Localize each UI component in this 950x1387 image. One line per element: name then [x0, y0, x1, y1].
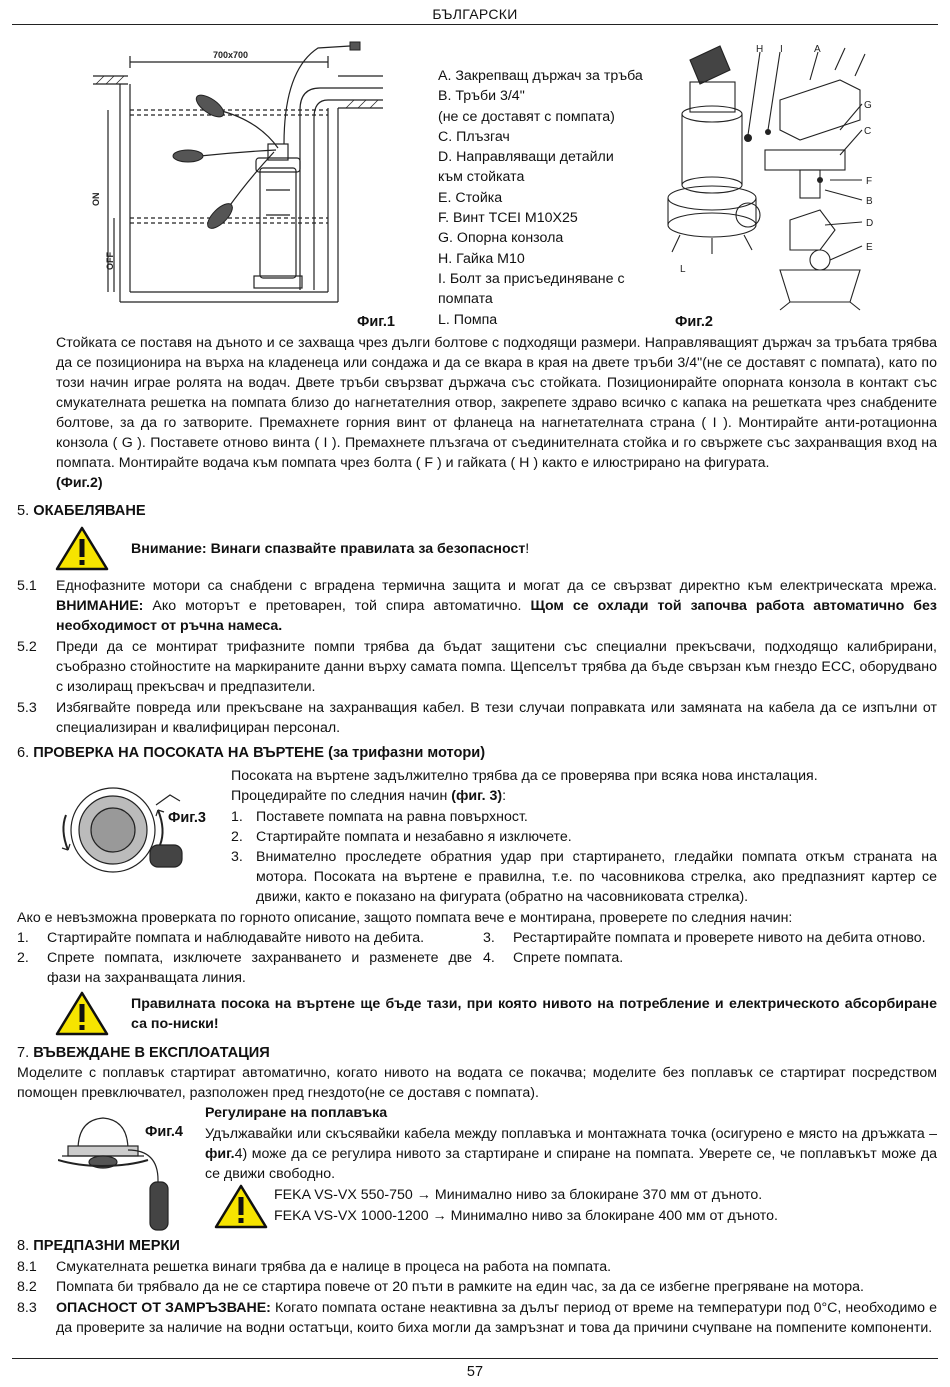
fig1-caption: Фиг.1 — [357, 314, 395, 330]
legend-item: C. Плъзгач — [438, 128, 510, 145]
item-8-3: ОПАСНОСТ ОТ ЗАМРЪЗВАНЕ: Когато помпата остане неактивна за дълъг период от време на температури под 0°C, необходимо е да проверите за наличие на водни остатъци, които биха могли да замръзнат и това да причини счупване на помпените компоненти. — [56, 1300, 937, 1336]
legend-item: I. Болт за присъединяване с — [438, 270, 625, 287]
legend-item: F. Винт TCEI M10X25 — [438, 210, 578, 227]
fig1-on-label: ON — [91, 192, 101, 206]
warning-triangle-icon — [55, 525, 109, 571]
item-5-1: Еднофазните мотори са снабдени с вградена термична защита и могат да се свързват директно към електрическата мрежа. ВНИМАНИЕ: Ако моторът е претоварен, той спира автоматично. Щом се охлади той започва работа автоматично без необходимост от ръчна намеса. — [56, 578, 937, 634]
item-8-2: Помпата би трябвало да не се стартира повече от 20 пъти в рамките на един час, за да се избегне прегряване на мотора. — [56, 1279, 864, 1295]
legend-item: H. Гайка M10 — [438, 250, 525, 267]
rotation-note: Правилната посока на въртене ще бъде тази, при която нивото на потребление и електрическото абсорбиране са по-ниски! — [131, 996, 937, 1032]
item-5-2: Преди да се монтират трифазните помпи трябва да бъдат защитени със специални прекъсвачи, подходящо калибрирани, съобразно стойностите на маркираните данни върху самата помпа. Щепселът трябва да бъде свързан към гнездо ECC, оборудвано с изолиращ прекъсвач и предпазители. — [56, 639, 937, 695]
section-8-title: 8. ПРЕДПАЗНИ МЕРКИ — [17, 1238, 180, 1254]
alt-text: Стартирайте помпата и наблюдавайте нивото на дебита. — [47, 930, 425, 946]
fig2-label: A — [814, 44, 821, 55]
min-level-line: FEKA VS-VX 550-750 → Минимално ниво за блокиране 370 мм от дъното. — [274, 1187, 763, 1203]
fig2-label: C — [864, 126, 872, 137]
float-regulation-text: Удължавайки или скъсявайки кабела между поплавъка и монтажната точка (осигурено е място на дръжката – фиг.4) може да се регулира нивото за стартиране и спиране на помпата. Уверете се, че поплавъкът може да се движи свободно. — [205, 1126, 937, 1182]
fig2-label: H — [756, 44, 764, 55]
step-number: 3. — [231, 849, 243, 865]
fig2-label: B — [866, 196, 873, 207]
legend-item: E. Стойка — [438, 189, 503, 206]
legend-item: L. Помпа — [438, 311, 498, 328]
section-6-intro: Посоката на въртене задължително трябва да се проверява при всяка нова инсталация. — [231, 768, 818, 784]
fig2-label: I — [780, 44, 783, 55]
footer-rule — [12, 1358, 938, 1359]
section-5-warning: Внимание: Винаги спазвайте правилата за безопасност! — [131, 541, 530, 557]
legend-item: A. Закрепващ държач за тръба — [438, 68, 643, 84]
fig1-pit-diagram — [88, 40, 388, 325]
step-number: 2. — [231, 829, 243, 845]
page-number: 57 — [466, 1364, 484, 1380]
item-number: 8.3 — [17, 1300, 37, 1316]
header-rule — [12, 24, 938, 25]
fig2-label: F — [866, 176, 873, 187]
legend-item: B. Тръби 3/4" — [438, 88, 525, 105]
fig3-rotation-diagram — [58, 775, 188, 890]
warning-triangle-icon — [214, 1183, 268, 1229]
legend-item: G. Опорна конзола — [438, 230, 564, 247]
min-level-line: FEKA VS-VX 1000-1200 → Минимално ниво за блокиране 400 мм от дъното. — [274, 1208, 778, 1224]
fig2-label: E — [866, 242, 873, 253]
item-number: 5.3 — [17, 700, 37, 716]
alt-number: 4. — [483, 950, 495, 966]
warning-triangle-icon — [55, 990, 109, 1036]
item-number: 8.1 — [17, 1259, 37, 1275]
alt-text: Спрете помпата, изключете захранването и разменете две фази на захранващата линия. — [47, 950, 472, 986]
alt-text: Рестартирайте помпата и проверете нивото на дебита отново. — [513, 930, 926, 946]
step-text: Стартирайте помпата и незабавно я изключете. — [256, 829, 572, 845]
step-text: Внимателно проследете обратния удар при стартирането, гледайки помпата откъм страната на мотора. Посоката на въртене е правилна, т.е. по часовникова стрелка, ако предпазният картер се движи, както е показано на фигурата (обратно на часовниковата стрелка). — [256, 849, 937, 905]
step-number: 1. — [231, 809, 243, 825]
item-number: 8.2 — [17, 1279, 37, 1295]
fig2-label: G — [864, 100, 872, 111]
fig2-label: D — [866, 218, 874, 229]
fig1-off-label: OFF — [105, 252, 115, 270]
section-6-title: 6. ПРОВЕРКА НА ПОСОКАТА НА ВЪРТЕНЕ (за трифазни мотори) — [17, 745, 486, 761]
alt-number: 2. — [17, 950, 29, 966]
section-7-text: Моделите с поплавък стартират автоматично, когато нивото на водата се покачва; моделите без поплавък се стартират посредством помощен превключвател, разположен пред гнездото(не се доставя с помпата). — [17, 1065, 937, 1101]
item-number: 5.1 — [17, 578, 37, 594]
fig2-caption: Фиг.2 — [675, 314, 713, 330]
alt-number: 3. — [483, 930, 495, 946]
page-header: БЪЛГАРСКИ — [432, 6, 518, 22]
fig2-label: L — [680, 264, 686, 275]
section-5-title: 5. ОКАБЕЛЯВАНЕ — [17, 503, 146, 519]
section-6-procedure: Процедирайте по следния начин (фиг. 3): — [231, 788, 507, 804]
alt-check-intro: Ако е невъзможна проверката по горното описание, защото помпата вече е монтирана, проверете по следния начин: — [17, 910, 793, 926]
parts-legend — [438, 66, 668, 330]
legend-item: към стойката — [438, 169, 525, 186]
step-text: Поставете помпата на равна повърхност. — [256, 809, 528, 825]
fig4-caption: Фиг.4 — [145, 1124, 183, 1140]
item-5-3: Избягвайте повреда или прекъсване на захранващия кабел. В тези случаи поправката или замяната на кабела да се изпълни от специализиран и квалифициран персонал. — [56, 700, 937, 736]
legend-item: помпата — [438, 291, 493, 308]
fig2-exploded-diagram — [660, 40, 900, 315]
item-number: 5.2 — [17, 639, 37, 655]
alt-number: 1. — [17, 930, 29, 946]
intro-paragraph: Стойката се поставя на дъното и се захваща чрез дълги болтове с подходящи размери. Направляващият държач за тръбата трябва да се позиционира на върха на кладенеца или сондажа и да се вкара в края на двете тръби 3/4"(не се доставят с помпата), като по този начин играе ролята на водач. Двете тръби свързват държача със стойката. Позиционирайте опорната конзола в контакт със смукателната решетка на помпата близо до нагнетателния отвор, закрепете здраво всичко с капака на решетката чрез снабдените болтове, за да го затворите. Премахнете горния винт от фланеца на нагнетателната страна ( I ). Монтирайте анти-ротационна конзола ( G ). Поставете отново винта ( I ). Премахнете плъзгача от съединителната стойка и го свържете със захранващия вход на помпата. Монтирайте водача към помпата чрез болта ( F ) и гайката ( H ) както е илюстрирано на фигурата. (Фиг.2) — [56, 335, 937, 491]
fig3-caption: Фиг.3 — [168, 810, 206, 826]
item-8-1: Смукателната решетка винаги трябва да е налице в процеса на работа на помпата. — [56, 1259, 612, 1275]
float-regulation-title: Регулиране на поплавъка — [205, 1105, 388, 1121]
alt-text: Спрете помпата. — [513, 950, 624, 966]
legend-item: (не се доставят с помпата) — [438, 108, 615, 125]
fig1-size-label: 700x700 — [213, 50, 249, 60]
legend-item: D. Направляващи детайли — [438, 149, 614, 166]
intro-fig-ref: (Фиг.2) — [56, 475, 103, 491]
section-7-title: 7. ВЪВЕЖДАНЕ В ЕКСПЛОАТАЦИЯ — [17, 1045, 270, 1061]
